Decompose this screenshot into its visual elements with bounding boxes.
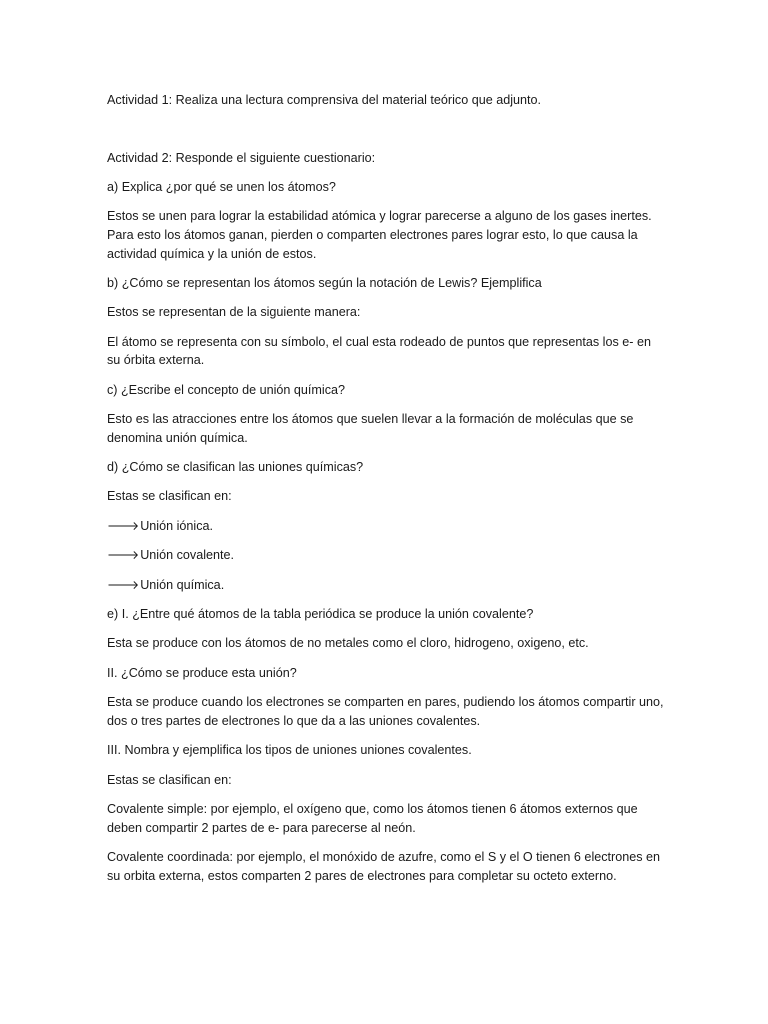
answer-d-intro: Estas se clasifican en: [107, 489, 232, 504]
question-d: d) ¿Cómo se clasifican las uniones químicas? [107, 460, 364, 475]
question-e-ii: II. ¿Cómo se produce esta unión? [107, 665, 297, 680]
question-b: b) ¿Cómo se representan los átomos según la notación de Lewis? Ejemplifica [107, 275, 542, 290]
answer-e-iii-intro: Estas se clasifican en: [107, 772, 232, 787]
arrow-right-icon: 🡒 [107, 548, 140, 563]
question-a: a) Explica ¿por qué se unen los átomos? [107, 179, 336, 194]
arrow-right-icon: 🡒 [107, 518, 140, 533]
arrow-right-icon: 🡒 [107, 577, 140, 592]
answer-e-ii: Esta se produce cuando los electrones se comparten en pares, pudiendo los átomos compartir uno, dos o tres partes de electrones lo que da a las uniones covalentes. [107, 695, 664, 728]
list-item [107, 546, 667, 565]
document-body [107, 91, 667, 896]
answer-b-intro: Estos se representan de la siguiente manera: [107, 305, 361, 320]
activity-2-heading: Actividad 2: Responde el siguiente cuestionario: [107, 150, 376, 165]
question-c: c) ¿Escribe el concepto de unión química? [107, 382, 346, 397]
list-item-label: Unión covalente. [140, 548, 235, 563]
question-e-i: e) I. ¿Entre qué átomos de la tabla periódica se produce la unión covalente? [107, 607, 534, 622]
answer-b: El átomo se representa con su símbolo, el cual esta rodeado de puntos que representas los e- en su órbita externa. [107, 334, 651, 368]
answer-c: Esto es las atracciones entre los átomos que suelen llevar a la formación de moléculas que se denomina unión química. [107, 412, 634, 445]
question-e-iii: III. Nombra y ejemplifica los tipos de uniones uniones covalentes. [107, 743, 472, 758]
activity-1-paragraph: Actividad 1: Realiza una lectura comprensiva del material teórico que adjunto. [107, 93, 542, 107]
answer-a: Estos se unen para lograr la estabilidad atómica y lograr parecerse a alguno de los gases inertes. Para esto los átomos ganan, pierden o comparten electrones pares lograr esto, lo que causa la actividad química y la unión de estos. [107, 209, 652, 261]
list-item-label: Unión química. [140, 577, 225, 592]
list-item [107, 517, 667, 536]
list-item [107, 576, 667, 595]
answer-covalente-coordinada: Covalente coordinada: por ejemplo, el monóxido de azufre, como el S y el O tienen 6 electrones en su orbita externa, estos comparten 2 pares de electrones para completar su octeto externo. [107, 849, 661, 883]
list-item-label: Unión iónica. [140, 518, 213, 533]
answer-e-i: Esta se produce con los átomos de no metales como el cloro, hidrogeno, oxigeno, etc. [107, 636, 589, 651]
answer-covalente-simple: Covalente simple: por ejemplo, el oxígeno que, como los átomos tienen 6 átomos externos que deben compartir 2 partes de e- para parecerse al neón. [107, 801, 638, 835]
